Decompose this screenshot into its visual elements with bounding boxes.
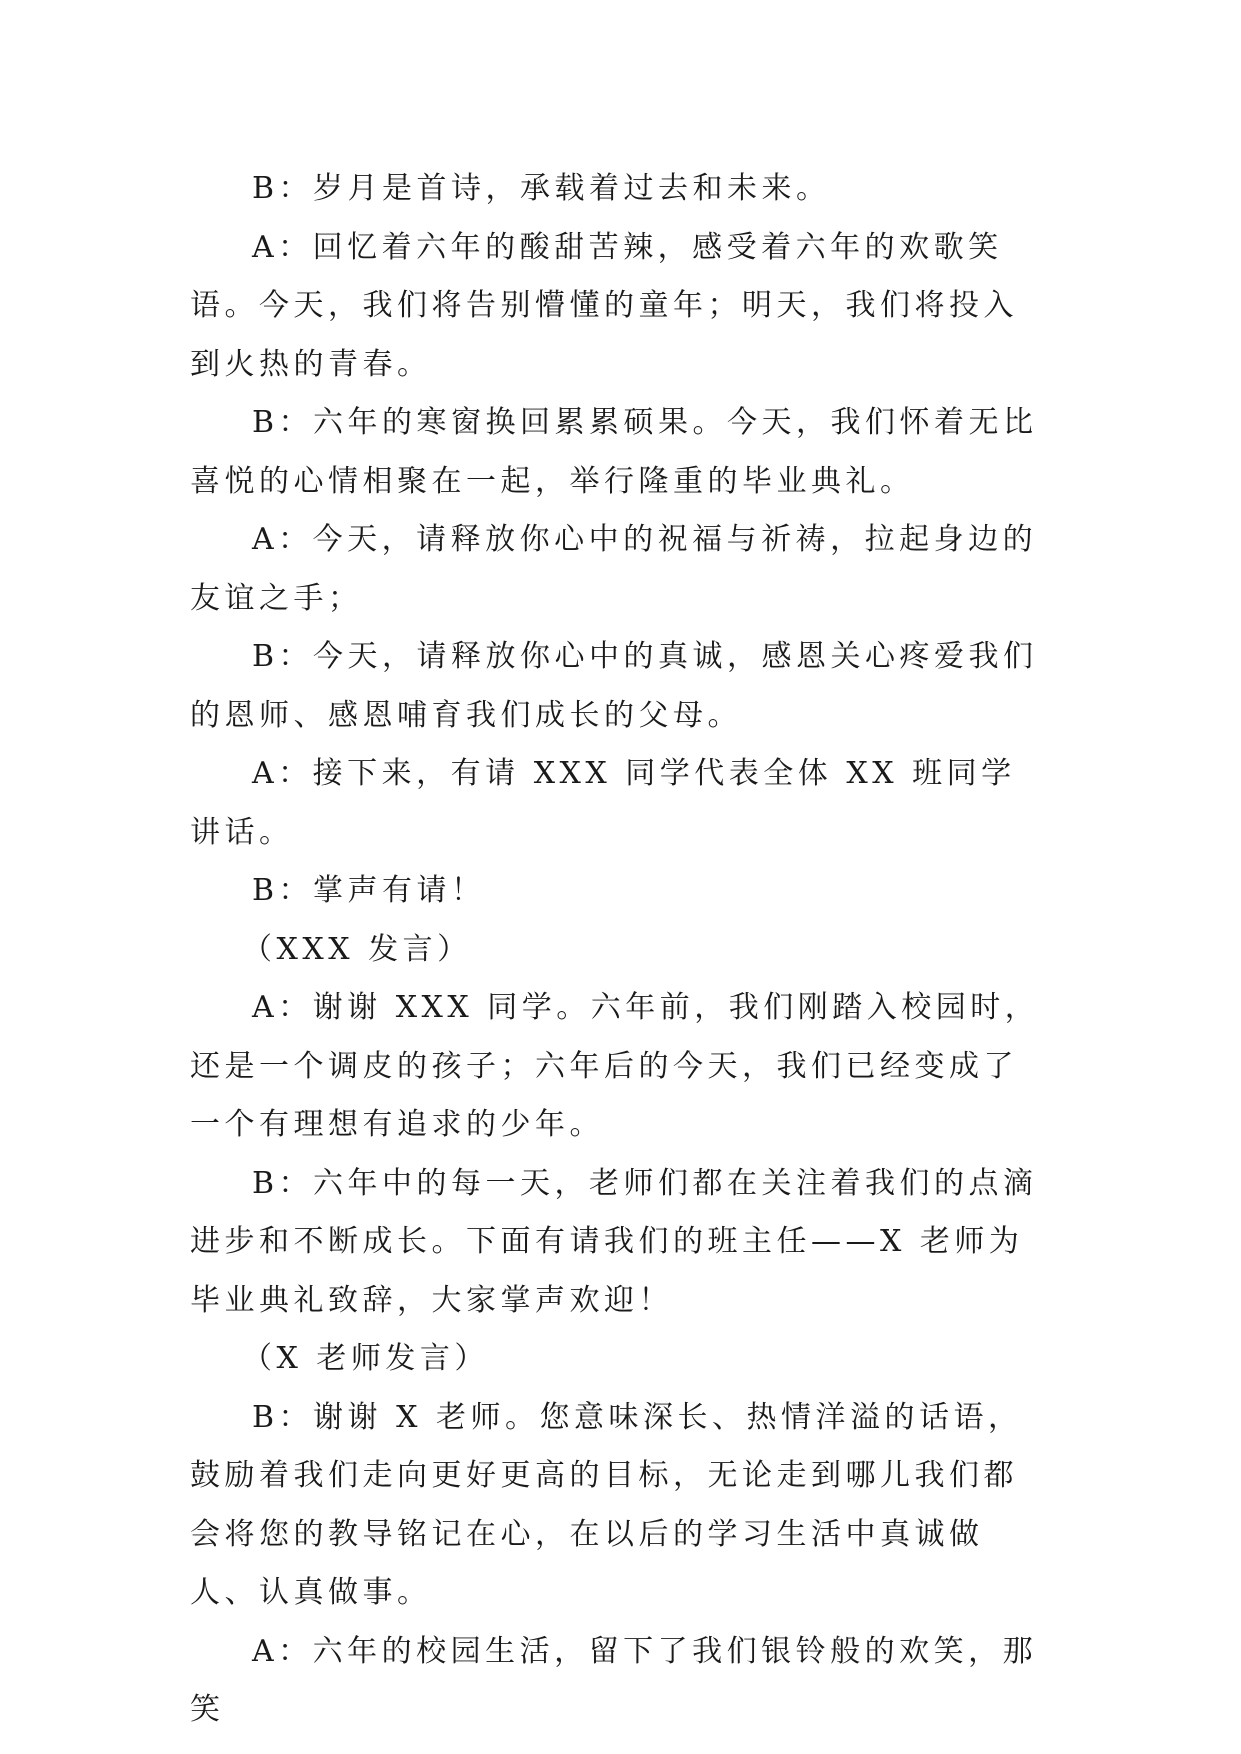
stage-direction: （X 老师发言） bbox=[242, 1341, 489, 1376]
paragraph: B：谢谢 X 老师。您意味深长、热情洋溢的话语，鼓励着我们走向更好更高的目标，无论走到哪儿我们都会将您的教导铭记在心，在以后的学习生活中真诚做人、认真做事。 bbox=[190, 1399, 1023, 1610]
paragraph: B：六年中的每一天，老师们都在关注着我们的点滴进步和不断成长。下面有请我们的班主任——X 老师为毕业典礼致辞，大家掌声欢迎！ bbox=[190, 1165, 1038, 1318]
paragraph: B：六年的寒窗换回累累硕果。今天，我们怀着无比喜悦的心情相聚在一起，举行隆重的毕业典礼。 bbox=[190, 405, 1038, 499]
paragraph: A：今天，请释放你心中的祝福与祈祷，拉起身边的友谊之手； bbox=[190, 522, 1038, 616]
paragraph: A：谢谢 XXX 同学。六年前，我们刚踏入校园时，还是一个调皮的孩子；六年后的今天，我们已经变成了一个有理想有追求的少年。 bbox=[190, 990, 1040, 1142]
paragraph: A：六年的校园生活，留下了我们银铃般的欢笑，那笑 bbox=[190, 1633, 1038, 1727]
stage-direction: （XXX 发言） bbox=[242, 931, 472, 967]
paragraph: A：接下来，有请 XXX 同学代表全体 XX 班同学讲话。 bbox=[190, 756, 1016, 850]
document-body bbox=[190, 160, 1050, 1740]
paragraph: B：今天，请释放你心中的真诚，感恩关心疼爱我们的恩师、感恩哺育我们成长的父母。 bbox=[190, 639, 1038, 733]
paragraph: A：回忆着六年的酸甜苦辣，感受着六年的欢歌笑语。今天，我们将告别懵懂的童年；明天，我们将投入到火热的青春。 bbox=[190, 229, 1018, 382]
paragraph: B：掌声有请！ bbox=[252, 873, 486, 908]
paragraph: B：岁月是首诗，承载着过去和未来。 bbox=[252, 171, 831, 206]
